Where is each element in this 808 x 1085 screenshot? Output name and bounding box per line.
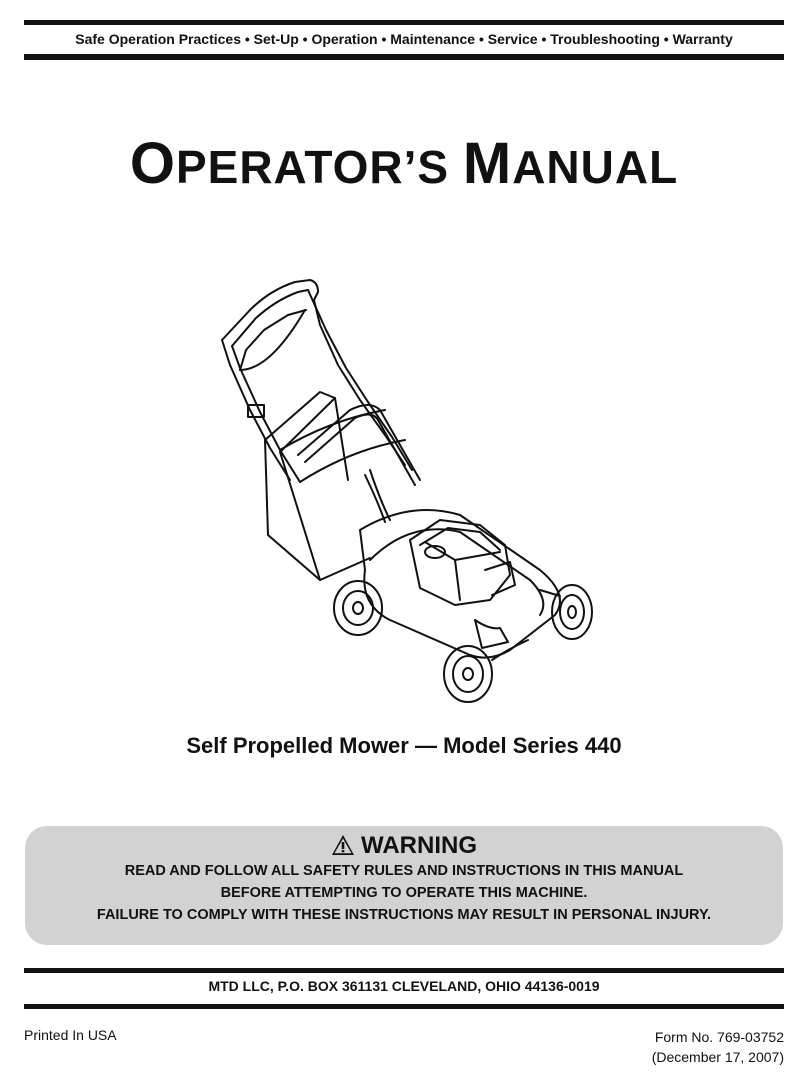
- printed-in: Printed In USA: [24, 1027, 117, 1043]
- warning-line-1: READ AND FOLLOW ALL SAFETY RULES AND INSTRUCTIONS IN THIS MANUAL: [124, 863, 684, 879]
- page-title: [0, 130, 808, 197]
- top-rule-upper: [24, 20, 784, 25]
- title-word-operators: PERATOR’S: [175, 141, 463, 193]
- top-rule-lower: [24, 54, 784, 60]
- lawn-mower-illustration: [210, 270, 610, 710]
- section-nav: Safe Operation Practices • Set-Up • Operation • Maintenance • Service • Troubleshooting • Warranty: [75, 31, 733, 47]
- warning-box: [25, 826, 783, 945]
- warning-line-2: BEFORE ATTEMPTING TO OPERATE THIS MACHINE.: [220, 885, 588, 901]
- footer-rule-upper: [24, 968, 784, 973]
- title-cap-o: O: [129, 131, 176, 196]
- warning-triangle-icon: [331, 834, 355, 856]
- title-cap-m: M: [462, 131, 513, 196]
- form-date: (December 17, 2007): [651, 1049, 784, 1065]
- warning-line-3: FAILURE TO COMPLY WITH THESE INSTRUCTIONS MAY RESULT IN PERSONAL INJURY.: [96, 907, 712, 923]
- form-info: [652, 1027, 784, 1067]
- title-word-manual: ANUAL: [512, 141, 679, 193]
- footer-rule-lower: [24, 1004, 784, 1009]
- model-subtitle: Self Propelled Mower — Model Series 440: [186, 733, 622, 758]
- company-address: MTD LLC, P.O. BOX 361131 CLEVELAND, OHIO 44136-0019: [208, 978, 600, 994]
- warning-heading-text: WARNING: [361, 832, 477, 859]
- warning-heading: [25, 832, 783, 860]
- form-number: Form No. 769-03752: [654, 1029, 784, 1045]
